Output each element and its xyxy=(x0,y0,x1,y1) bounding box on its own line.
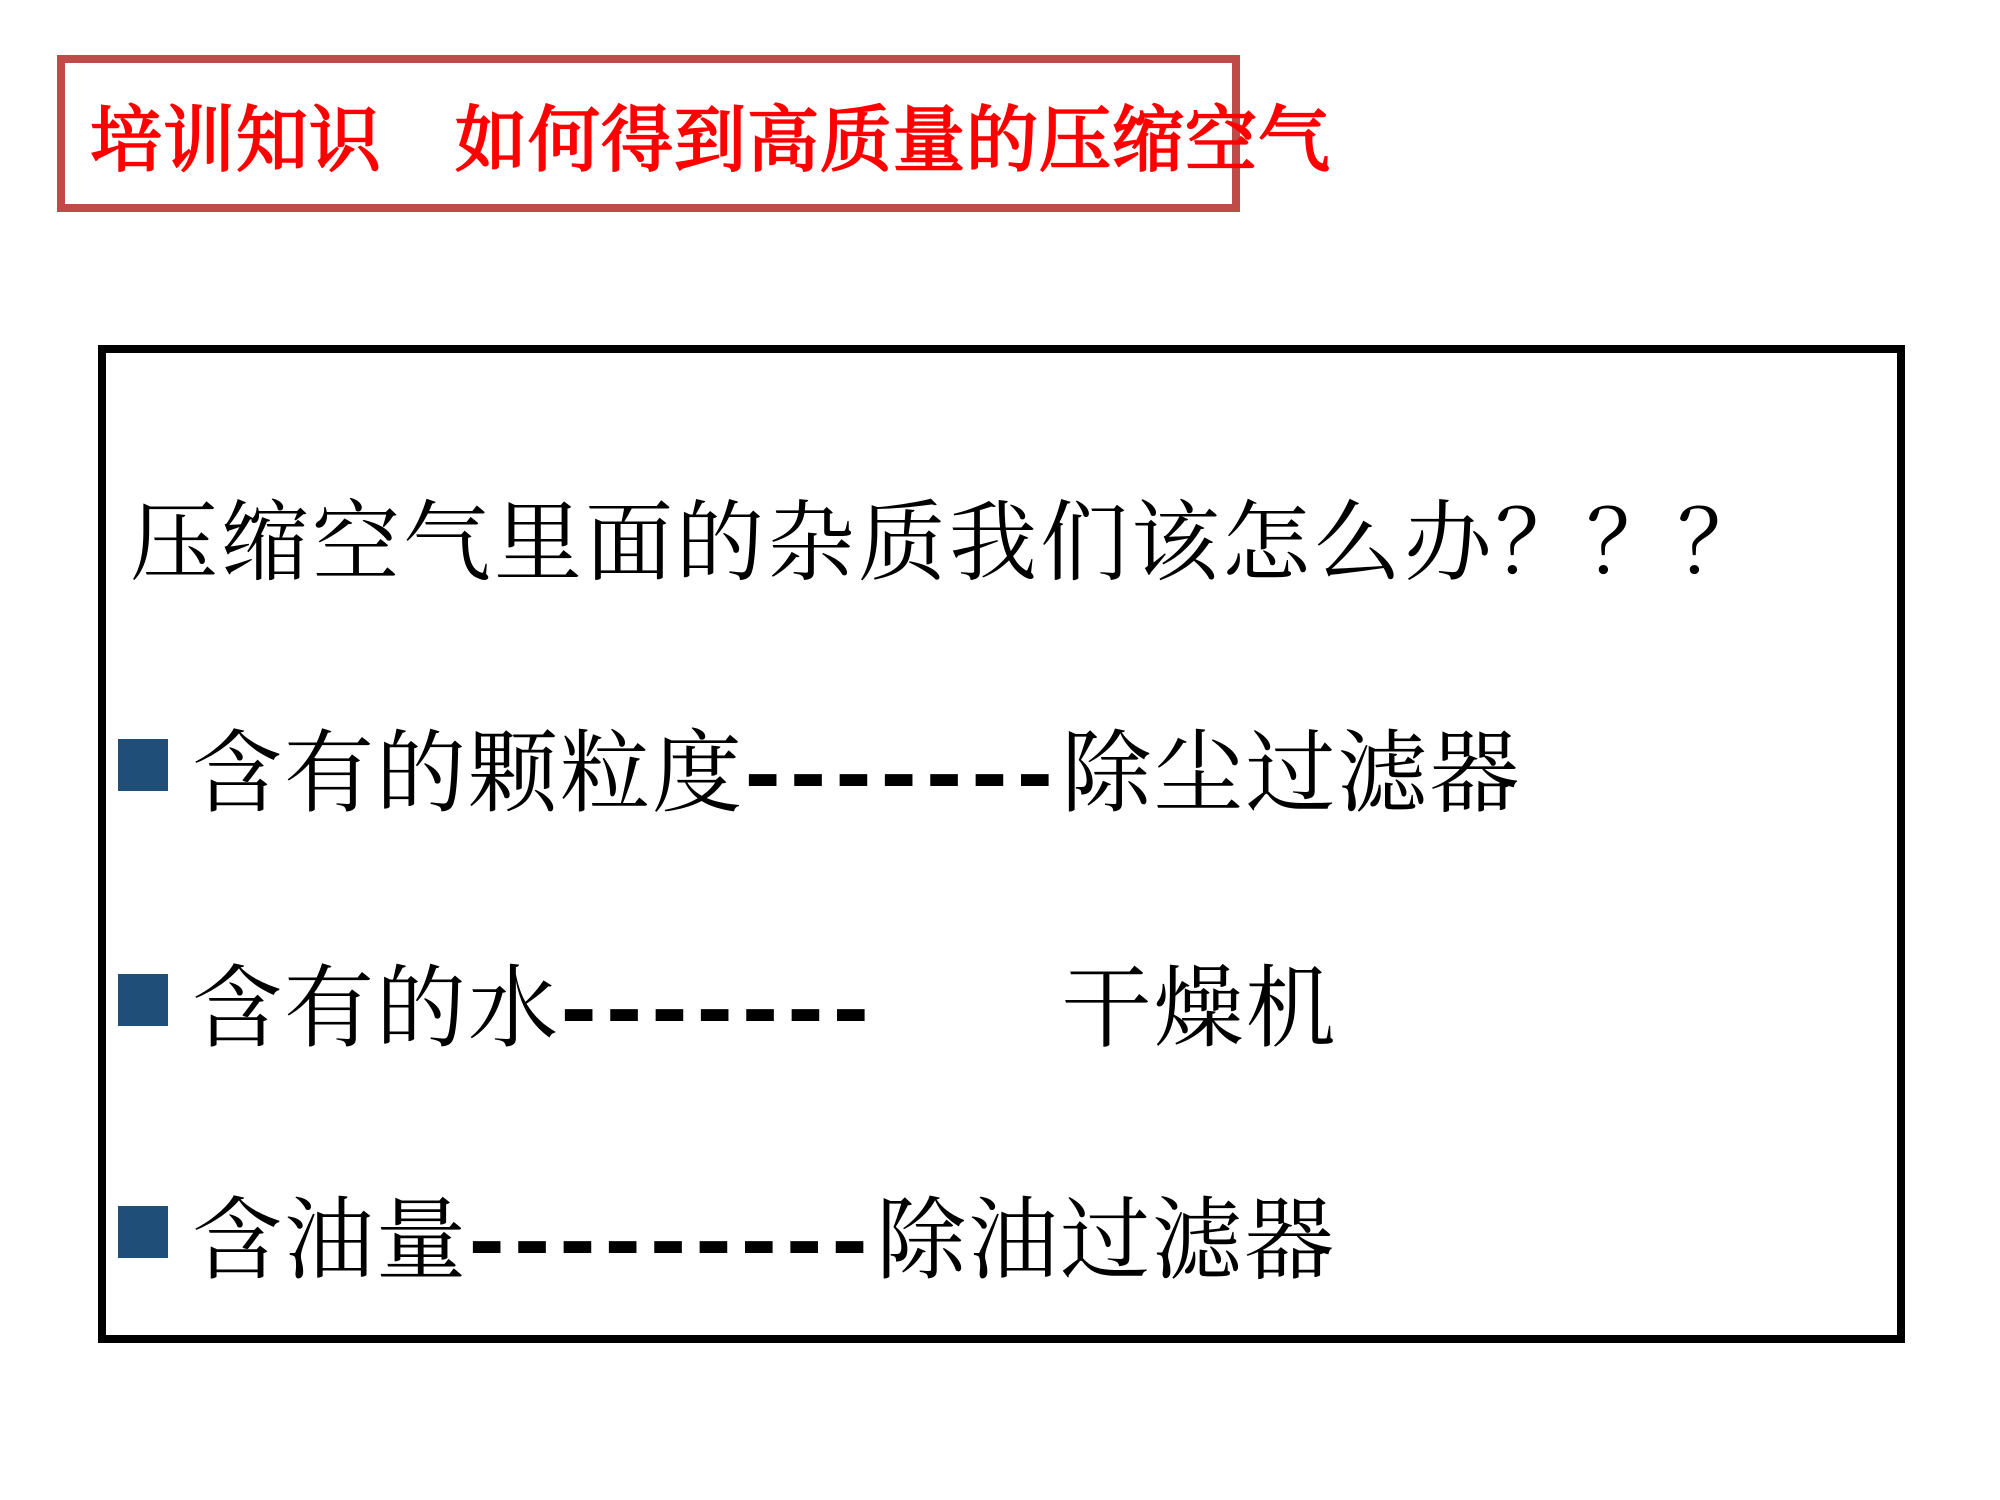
square-bullet-icon xyxy=(118,1206,168,1258)
bullet-text xyxy=(192,700,1521,830)
bullet-row-particles xyxy=(118,695,1521,835)
bullet-text xyxy=(192,1167,1336,1297)
bullet-dashes: ------- xyxy=(560,955,878,1061)
bullet-label: 含有的水 xyxy=(192,956,560,1061)
bullet-row-oil xyxy=(118,1162,1336,1302)
title-box xyxy=(57,55,1332,212)
bullet-dashes: ------- xyxy=(744,720,1062,826)
bullet-dashes: --------- xyxy=(468,1187,877,1293)
bullet-result: 除油过滤器 xyxy=(876,1188,1337,1293)
bullet-result: 除尘过滤器 xyxy=(1061,721,1522,826)
bullet-result: 干燥机 xyxy=(1061,956,1338,1061)
content-box xyxy=(98,345,1905,1343)
bullet-label: 含油量 xyxy=(192,1188,468,1293)
bullet-spacer xyxy=(877,956,1061,1061)
bullet-row-water xyxy=(118,930,1337,1070)
bullet-label: 含有的颗粒度 xyxy=(192,721,744,826)
square-bullet-icon xyxy=(118,974,168,1026)
square-bullet-icon xyxy=(118,739,168,791)
bullet-text xyxy=(192,935,1337,1065)
question-text: 压缩空气里面的杂质我们该怎么办？？？ xyxy=(130,491,1769,594)
page-title: 培训知识 如何得到高质量的压缩空气 xyxy=(90,96,1332,182)
